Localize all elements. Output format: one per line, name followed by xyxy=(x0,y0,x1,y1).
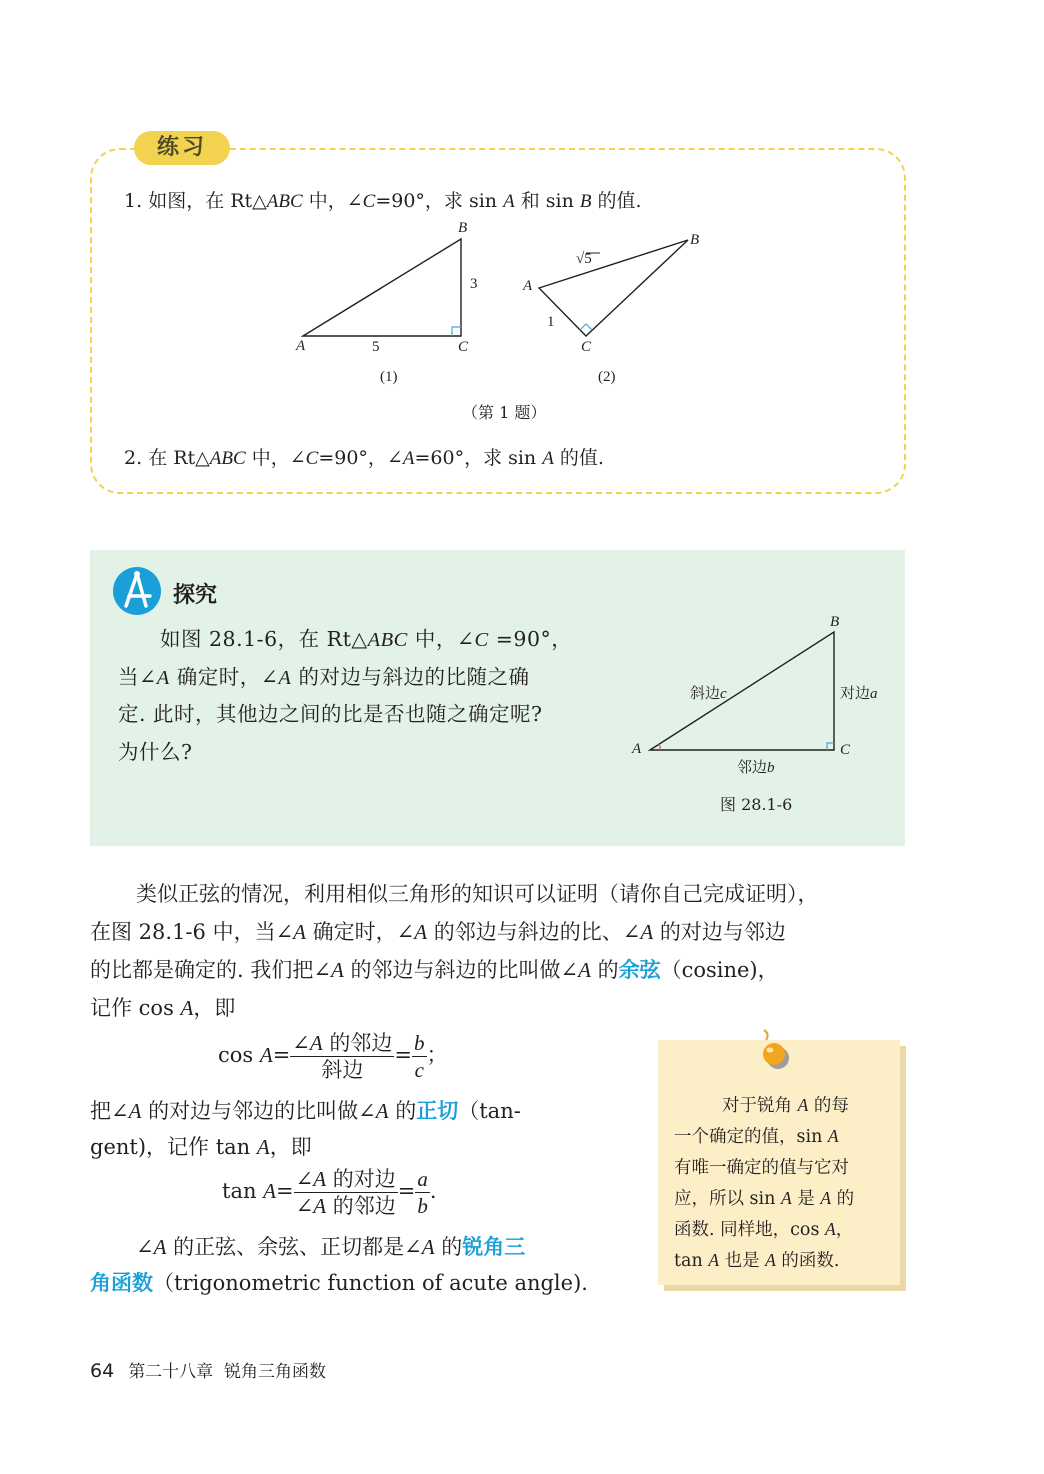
explore-fig-caption: 图 28.1-6 xyxy=(720,795,793,814)
explore-fig-label-a: A xyxy=(632,741,642,757)
fig2-caption: (2) xyxy=(598,369,616,385)
term-acute-trig-function-cont: 角函数 xyxy=(90,1271,153,1295)
exercise-question-1: 1. 如图，在 Rt△ABC 中，∠C=90°，求 sin A 和 sin B 的值. xyxy=(124,190,642,212)
chapter-title: 锐角三角函数 xyxy=(224,1362,326,1382)
body-line-7: ∠A 的正弦、余弦、正切都是∠A 的锐角三 xyxy=(136,1235,526,1259)
fig1-label-c: C xyxy=(458,339,469,355)
fig2-label-b: B xyxy=(690,232,700,248)
body-line-3: 的比都是确定的. 我们把∠A 的邻边与斜边的比叫做∠A 的余弦（cosine)， xyxy=(90,958,779,982)
explore-heading: 探究 xyxy=(173,583,218,608)
side-note-line-4: 应，所以 sin A 是 A 的 xyxy=(674,1188,855,1209)
page-number: 64 xyxy=(90,1360,115,1382)
explore-fig-label-c: C xyxy=(840,742,851,758)
side-note-line-3: 有唯一确定的值与它对 xyxy=(674,1158,849,1178)
body-line-5: 把∠A 的对边与邻边的比叫做∠A 的正切（tan- xyxy=(90,1099,521,1123)
triangle-figure-2 xyxy=(539,240,688,336)
fig1-label-a: A xyxy=(296,338,306,354)
side-note-line-2: 一个确定的值，sin A xyxy=(674,1126,839,1147)
explore-text-line-3: 定. 此时，其他边之间的比是否也随之确定呢? xyxy=(118,702,543,726)
body-line-1: 类似正弦的情况，利用相似三角形的知识可以证明（请你自己完成证明）， xyxy=(136,882,819,906)
tan-formula: tan A= $\frac{\text{∠A 的对边}}{\text{∠A 的邻边}}$ = $\frac{a}{b}$ . xyxy=(222,1167,437,1218)
exercise-figures xyxy=(0,0,1044,500)
triangle-figure-1 xyxy=(303,239,461,336)
fig2-label-a: A xyxy=(523,278,533,294)
explore-text-line-2: 当∠A 确定时，∠A 的对边与斜边的比随之确 xyxy=(118,665,530,689)
fig2-side-ab: √5 xyxy=(576,251,592,267)
fig2-side-ac: 1 xyxy=(547,314,555,330)
side-note-line-5: 函数. 同样地，cos A， xyxy=(674,1219,854,1240)
cos-formula: cos A= $\frac{\text{∠A 的邻边}}{\text{斜边}}$ = $\frac{b}{c}$ ； xyxy=(218,1031,448,1082)
explore-fig-hypotenuse: 斜边c xyxy=(690,684,727,702)
explore-text-line-1: 如图 28.1-6，在 Rt△ABC 中，∠C =90°， xyxy=(160,627,573,651)
fig2-label-c: C xyxy=(581,339,592,355)
fig1-side-ac: 5 xyxy=(372,339,380,355)
body-line-2: 在图 28.1-6 中，当∠A 确定时，∠A 的邻边与斜边的比、∠A 的对边与邻边 xyxy=(90,920,786,944)
side-note-line-1: 对于锐角 A 的每 xyxy=(722,1095,849,1116)
body-line-4: 记作 cos A，即 xyxy=(90,996,236,1020)
fig1-caption: (1) xyxy=(380,369,398,385)
exercise-figure-caption: （第 1 题） xyxy=(462,403,547,422)
exercise-tag: 练习 xyxy=(134,131,230,165)
explore-fig-opposite: 对边a xyxy=(840,684,878,702)
fig1-side-bc: 3 xyxy=(470,276,478,292)
side-note-line-6: tan A 也是 A 的函数. xyxy=(674,1250,840,1271)
body-line-8: 角函数（trigonometric function of acute angle). xyxy=(90,1271,588,1295)
exercise-question-2: 2. 在 Rt△ABC 中，∠C=90°，∠A=60°，求 sin A 的值. xyxy=(124,447,604,469)
term-acute-trig-function: 锐角三 xyxy=(462,1235,526,1259)
explore-fig-label-b: B xyxy=(830,614,840,630)
fig1-label-b: B xyxy=(458,220,468,236)
body-line-6: gent)，记作 tan A，即 xyxy=(90,1135,312,1159)
page-footer xyxy=(90,1357,326,1382)
term-cosine: 余弦 xyxy=(618,958,661,982)
explore-figure xyxy=(0,600,1044,800)
explore-text-line-4: 为什么? xyxy=(118,740,193,764)
term-tangent: 正切 xyxy=(416,1099,459,1123)
pushpin-icon xyxy=(756,1028,792,1072)
explore-fig-adjacent: 邻边b xyxy=(737,758,775,776)
chapter-label: 第二十八章 xyxy=(128,1362,214,1382)
